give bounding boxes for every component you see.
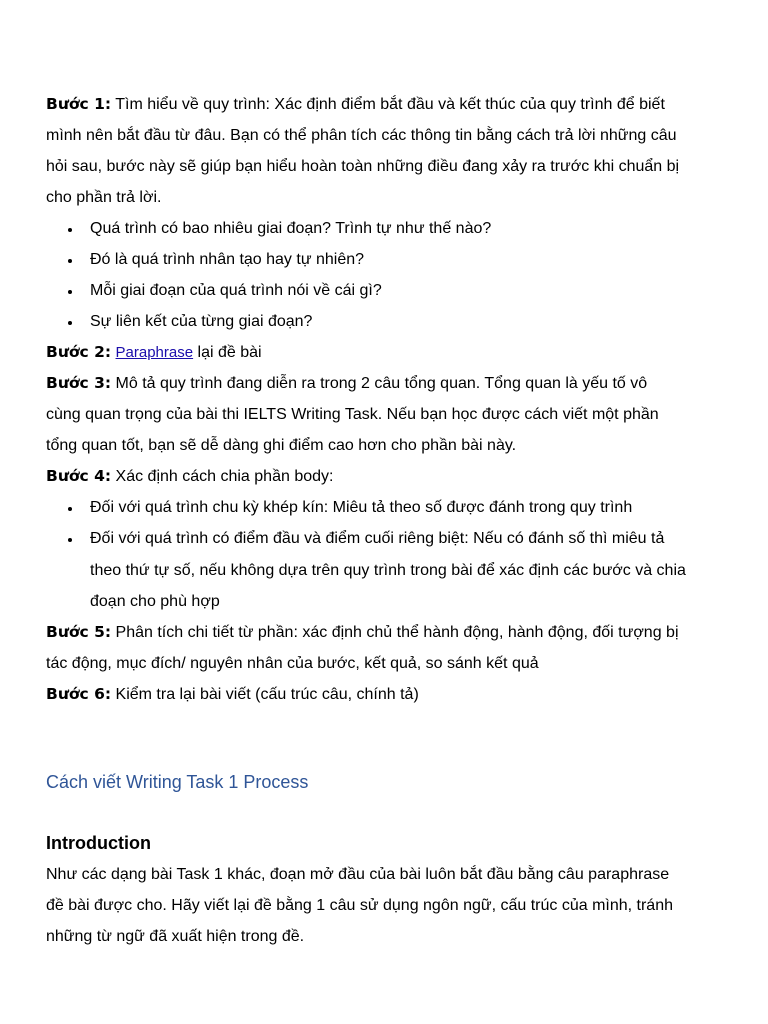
step3-label: Bước 3: [46,374,112,392]
step1-line-2: mình nên bắt đầu từ đâu. Bạn có thể phân tích các thông tin bằng cách trả lời những câu [46,127,677,144]
step1-line-1: Bước 1: Tìm hiểu về quy trình: Xác định điểm bắt đầu và kết thúc của quy trình để biết [46,95,665,113]
bullet-item: Đối với quá trình có điểm đầu và điểm cuối riêng biệt: Nếu có đánh số thì miêu tả [90,530,665,547]
intro-line-2: đề bài được cho. Hãy viết lại đề bằng 1 câu sử dụng ngôn ngữ, cấu trúc của mình, tránh [46,897,673,914]
section-heading: Cách viết Writing Task 1 Process [46,772,309,792]
intro-line-3: những từ ngữ đã xuất hiện trong đề. [46,928,305,945]
step6-label: Bước 6: [46,685,112,703]
bullet-item: Quá trình có bao nhiêu giai đoạn? Trình tự như thế nào? [90,220,492,237]
step1-label: Bước 1: [46,95,112,113]
step3-line-2: cùng quan trọng của bài thi IELTS Writing Task. Nếu bạn học được cách viết một phần [46,406,659,423]
bullet-continuation: đoạn cho phù hợp [90,593,220,610]
step2-label: Bước 2: [46,343,112,361]
bullet-item: Đó là quá trình nhân tạo hay tự nhiên? [90,251,365,268]
step5-line-2: tác động, mục đích/ nguyên nhân của bước, kết quả, so sánh kết quả [46,655,539,672]
bullet-item: Mỗi giai đoạn của quá trình nói về cái gì? [90,282,382,299]
step2-line: Bước 2: Paraphrase lại đề bài [46,343,262,361]
step4-line: Bước 4: Xác định cách chia phần body: [46,467,334,485]
bullet-continuation: theo thứ tự số, nếu không dựa trên quy trình trong bài để xác định các bước và chia [90,562,686,579]
step5-label: Bước 5: [46,623,112,641]
step5-line-1: Bước 5: Phân tích chi tiết từ phần: xác định chủ thể hành động, hành động, đối tượng bị [46,623,679,641]
paraphrase-link[interactable]: Paraphrase [115,344,194,361]
step1-line-3: hỏi sau, bước này sẽ giúp bạn hiểu hoàn toàn những điều đang xảy ra trước khi chuẩn bị [46,158,680,175]
step3-line-1: Bước 3: Mô tả quy trình đang diễn ra trong 2 câu tổng quan. Tổng quan là yếu tố vô [46,374,648,392]
step4-label: Bước 4: [46,467,112,485]
step6-line: Bước 6: Kiểm tra lại bài viết (cấu trúc câu, chính tả) [46,685,419,703]
intro-line-1: Như các dạng bài Task 1 khác, đoạn mở đầu của bài luôn bắt đầu bằng câu paraphrase [46,866,670,883]
step1-line-4: cho phần trả lời. [46,189,162,206]
introduction-heading: Introduction [46,833,151,853]
step3-line-3: tổng quan tốt, bạn sẽ dễ dàng ghi điểm cao hơn cho phần bài này. [46,437,517,454]
bullet-item: Đối với quá trình chu kỳ khép kín: Miêu tả theo số được đánh trong quy trình [90,499,633,516]
bullet-item: Sự liên kết của từng giai đoạn? [90,313,313,330]
